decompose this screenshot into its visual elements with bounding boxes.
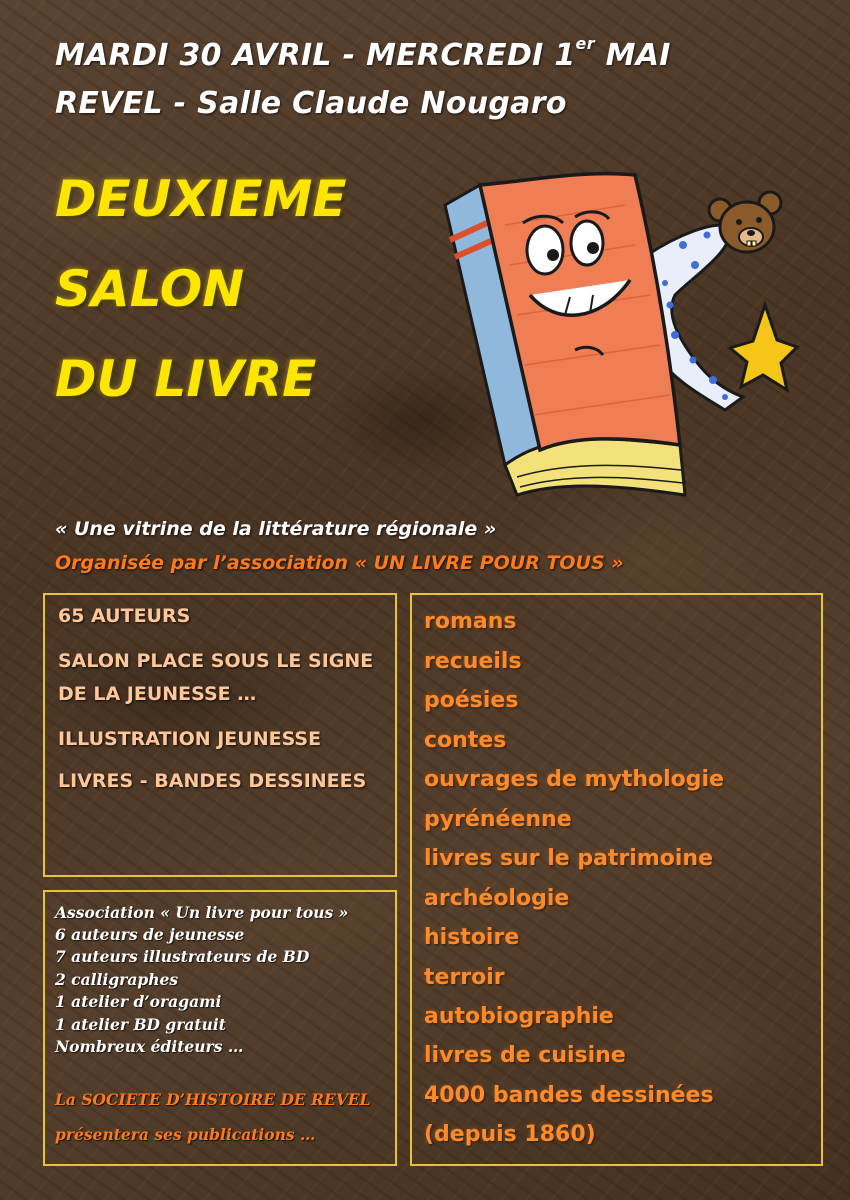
highlights-box [43,593,397,877]
program-item: 7 auteurs illustrateurs de BD [55,947,310,966]
genre-item: pyrénéenne [424,807,572,832]
dates-main: MARDI 30 AVRIL - MERCREDI 1 [55,38,576,73]
highlight-item: SALON PLACE SOUS LE SIGNE [58,650,374,672]
highlight-item: ILLUSTRATION JEUNESSE [58,728,322,750]
program-item: 2 calligraphes [55,970,179,989]
genres-box [410,593,823,1166]
program-item: 1 atelier d’oragami [55,992,222,1011]
genre-item: contes [424,728,507,753]
genre-item: histoire [424,925,520,950]
program-item: 1 atelier BD gratuit [55,1015,226,1034]
highlight-item: LIVRES - BANDES DESSINEES [58,770,367,792]
dates-superscript: er [575,34,595,53]
genre-item: romans [424,609,517,634]
highlight-item: 65 AUTEURS [58,605,191,627]
genre-item: archéologie [424,886,570,911]
genre-item: (depuis 1860) [424,1122,596,1147]
genre-item: ouvrages de mythologie [424,767,724,792]
organizer-line: Organisée par l’association « UN LIVRE POUR TOUS » [55,552,624,574]
genre-item: terroir [424,965,505,990]
program-box [43,890,397,1166]
book-mascot-illustration [425,165,805,500]
highlight-item: DE LA JEUNESSE … [58,683,257,705]
genre-item: poésies [424,688,519,713]
event-venue: REVEL - Salle Claude Nougaro [55,86,567,121]
genre-item: 4000 bandes dessinées [424,1083,714,1108]
title-line-2: SALON [55,260,245,318]
program-item: Association « Un livre pour tous » [55,903,349,922]
genre-item: autobiographie [424,1004,614,1029]
program-item: 6 auteurs de jeunesse [55,925,245,944]
event-dates [55,34,671,73]
genre-item: livres sur le patrimoine [424,846,713,871]
society-note-line-1: La SOCIETE D’HISTOIRE DE REVEL [55,1090,371,1109]
society-note-line-2: présentera ses publications … [55,1125,316,1144]
tagline: « Une vitrine de la littérature régionale » [55,518,497,540]
dates-end: MAI [594,38,671,73]
star-icon [730,305,797,390]
program-item: Nombreux éditeurs … [55,1037,244,1056]
title-line-1: DEUXIEME [55,170,347,228]
genre-item: recueils [424,649,522,674]
genre-item: livres de cuisine [424,1043,626,1068]
title-line-3: DU LIVRE [55,350,317,408]
